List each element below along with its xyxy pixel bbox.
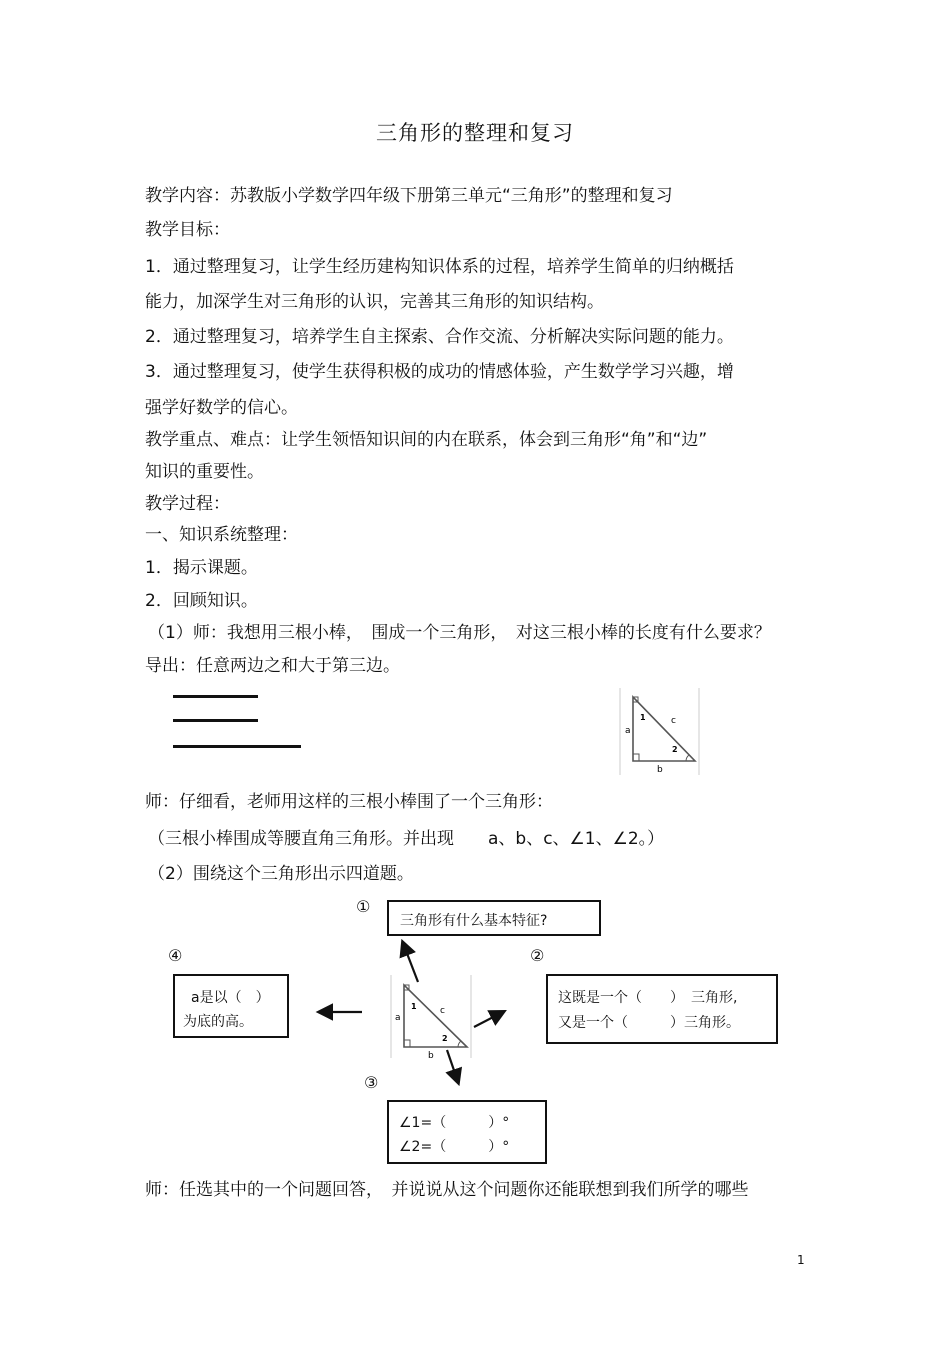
question-1-text: 三角形有什么基本特征?	[400, 913, 548, 929]
text-line: 教学重点、难点：让学生领悟知识间的内在联系，体会到三角形“角”和“边”	[145, 430, 708, 450]
question-2-line2: 又是一个（ ）三角形。	[558, 1015, 740, 1031]
text-line: 2．通过整理复习，培养学生自主探索、合作交流、分析解决实际问题的能力。	[145, 327, 734, 347]
label-c: c	[671, 716, 676, 726]
text-line: 知识的重要性。	[145, 462, 264, 482]
text-line: （三根小棒围成等腰直角三角形。并出现 a、b、c、∠1、∠2。）	[148, 829, 665, 849]
page-number: 1	[797, 1253, 805, 1267]
text-line: 导出：任意两边之和大于第三边。	[145, 656, 400, 676]
stick-short-2	[173, 719, 258, 722]
text-line: 教学过程：	[145, 494, 230, 514]
text-line: （2）围绕这个三角形出示四道题。	[148, 864, 414, 884]
triangle-figure	[620, 688, 700, 775]
question-box-4	[173, 974, 289, 1038]
text-line: 一、知识系统整理：	[145, 525, 298, 545]
text-line: 2．回顾知识。	[145, 591, 258, 611]
text-line: 3．通过整理复习，使学生获得积极的成功的情感体验，产生数学学习兴趣，增	[145, 362, 734, 382]
text-line: 1．揭示课题。	[145, 558, 258, 578]
question-3-line2: ∠2=（ ）°	[399, 1139, 510, 1155]
text-line: 教学内容：苏教版小学数学四年级下册第三单元“三角形”的整理和复习	[145, 186, 673, 206]
question-2-line1: 这既是一个（ ） 三角形,	[558, 990, 738, 1006]
question-4-line2: 为底的高。	[183, 1014, 253, 1030]
question-box-2	[546, 974, 778, 1044]
text-line: 强学好数学的信心。	[145, 398, 298, 418]
label-a: a	[625, 726, 631, 736]
text-line: 教学目标：	[145, 220, 230, 240]
stick-short-1	[173, 695, 258, 698]
stick-long	[173, 745, 301, 748]
label-b: b	[657, 765, 663, 775]
text-line: 1．通过整理复习，让学生经历建构知识体系的过程，培养学生简单的归纳概括	[145, 257, 734, 277]
label-angle1: 1	[640, 713, 646, 722]
center-label-b: b	[428, 1051, 434, 1061]
question-4-line1: a是以（ ）	[191, 990, 270, 1006]
question-box-3	[387, 1100, 547, 1164]
text-line: 师：仔细看，老师用这样的三根小棒围了一个三角形：	[145, 792, 553, 812]
question-3-line1: ∠1=（ ）°	[399, 1115, 510, 1131]
center-label-angle2: 2	[442, 1034, 448, 1043]
marker-q2: ②	[530, 946, 545, 965]
central-triangle-diagram	[300, 930, 530, 1100]
marker-q4: ④	[168, 946, 183, 965]
marker-q1: ①	[356, 897, 371, 916]
center-label-c: c	[440, 1006, 445, 1016]
marker-q3: ③	[364, 1073, 379, 1092]
center-label-a: a	[395, 1013, 401, 1023]
text-line: 师：任选其中的一个问题回答， 并说说从这个问题你还能联想到我们所学的哪些	[145, 1180, 749, 1200]
label-angle2: 2	[672, 745, 678, 754]
center-label-angle1: 1	[411, 1002, 417, 1011]
text-line: 能力，加深学生对三角形的认识，完善其三角形的知识结构。	[145, 292, 604, 312]
text-line: （1）师：我想用三根小棒， 围成一个三角形， 对这三根小棒的长度有什么要求？	[148, 623, 771, 643]
page-title: 三角形的整理和复习	[376, 121, 574, 145]
